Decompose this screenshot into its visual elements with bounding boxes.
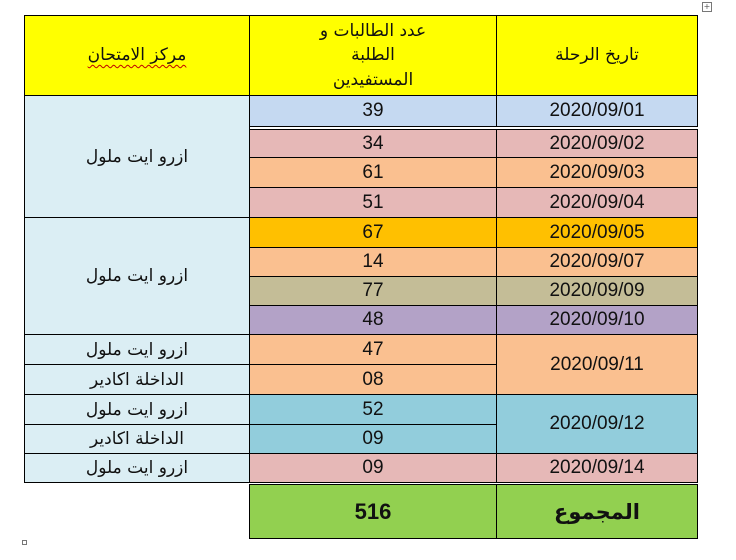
date-cell bbox=[496, 217, 698, 248]
count-cell bbox=[249, 187, 497, 218]
count-value: 08 bbox=[362, 368, 384, 390]
count-cell bbox=[249, 453, 497, 483]
count-cell bbox=[249, 129, 497, 158]
total-value: 516 bbox=[354, 498, 392, 524]
date-cell bbox=[496, 305, 698, 335]
count-value: 67 bbox=[362, 221, 384, 243]
count-value: 47 bbox=[362, 338, 384, 360]
count-value: 52 bbox=[362, 398, 384, 420]
center-cell bbox=[24, 424, 250, 454]
center-cell bbox=[24, 95, 250, 218]
center-cell bbox=[24, 364, 250, 395]
header-student-count-label: عدد الطالبات و الطلبة المستفيدين bbox=[319, 20, 427, 90]
count-cell bbox=[249, 95, 497, 127]
center-label: الداخلة اكادير bbox=[90, 369, 184, 390]
date-value: 2020/09/05 bbox=[549, 221, 645, 243]
center-label: ازرو ايت ملول bbox=[85, 399, 189, 420]
count-value: 48 bbox=[362, 309, 384, 330]
center-cell bbox=[24, 334, 250, 365]
center-cell bbox=[24, 394, 250, 425]
table-move-handle-icon[interactable]: + bbox=[703, 2, 711, 11]
center-label: ازرو ايت ملول bbox=[85, 146, 189, 167]
count-cell bbox=[249, 157, 497, 188]
center-label: ازرو ايت ملول bbox=[85, 339, 189, 360]
date-cell bbox=[496, 187, 698, 218]
date-cell bbox=[496, 247, 698, 277]
count-cell bbox=[249, 424, 497, 454]
count-value: 39 bbox=[362, 100, 384, 121]
count-value: 51 bbox=[362, 191, 384, 213]
center-label: ازرو ايت ملول bbox=[85, 266, 189, 286]
count-cell bbox=[249, 247, 497, 277]
total-label-cell bbox=[496, 484, 698, 539]
count-value: 09 bbox=[362, 428, 384, 449]
center-label: الداخلة اكادير bbox=[90, 429, 184, 449]
count-cell bbox=[249, 394, 497, 425]
count-value: 77 bbox=[362, 280, 384, 301]
center-cell bbox=[24, 453, 250, 483]
date-cell bbox=[496, 157, 698, 188]
date-value: 2020/09/04 bbox=[549, 191, 645, 213]
date-value: 2020/09/12 bbox=[549, 413, 645, 434]
count-cell bbox=[249, 334, 497, 365]
date-cell bbox=[496, 129, 698, 158]
total-value-cell bbox=[249, 484, 497, 539]
date-cell bbox=[496, 453, 698, 483]
count-value: 61 bbox=[362, 161, 384, 183]
header-exam-center bbox=[24, 15, 250, 96]
date-value: 2020/09/02 bbox=[549, 132, 645, 154]
date-cell bbox=[496, 394, 698, 454]
count-cell bbox=[249, 217, 497, 248]
resize-handle-icon[interactable] bbox=[22, 540, 27, 545]
count-value: 09 bbox=[362, 457, 384, 478]
date-value: 2020/09/14 bbox=[549, 457, 645, 478]
count-cell bbox=[249, 305, 497, 335]
center-label: ازرو ايت ملول bbox=[85, 458, 189, 478]
count-cell bbox=[249, 276, 497, 306]
date-value: 2020/09/03 bbox=[549, 161, 645, 183]
date-cell bbox=[496, 334, 698, 395]
date-cell bbox=[496, 95, 698, 127]
header-student-count bbox=[249, 15, 497, 96]
count-cell bbox=[249, 364, 497, 395]
header-exam-center-label: مركز الامتحان bbox=[87, 45, 187, 66]
count-value: 34 bbox=[362, 132, 384, 154]
center-cell bbox=[24, 217, 250, 335]
header-trip-date bbox=[496, 15, 698, 96]
total-label: المجموع bbox=[554, 499, 640, 524]
header-trip-date-label: تاريخ الرحلة bbox=[555, 45, 639, 66]
date-value: 2020/09/11 bbox=[550, 353, 644, 375]
date-value: 2020/09/10 bbox=[549, 309, 645, 330]
date-cell bbox=[496, 276, 698, 306]
date-value: 2020/09/07 bbox=[549, 251, 645, 272]
count-value: 14 bbox=[362, 251, 384, 272]
date-value: 2020/09/09 bbox=[549, 280, 645, 301]
date-value: 2020/09/01 bbox=[549, 100, 645, 121]
